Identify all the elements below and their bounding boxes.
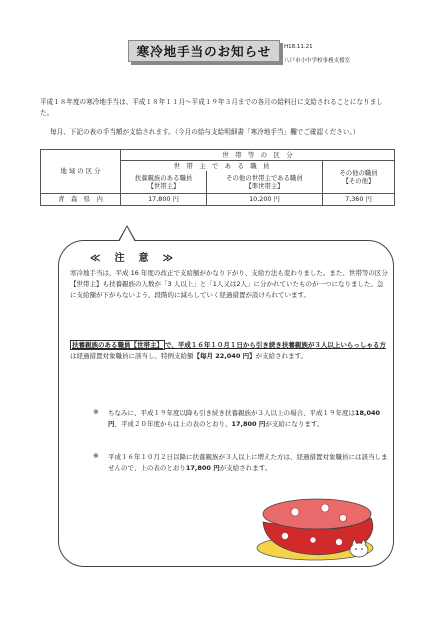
householder-group-header: 世 帯 主 で あ る 職 員 [121, 160, 323, 171]
flower-pattern [310, 537, 316, 543]
flower-pattern [282, 533, 289, 540]
page-title: 寒冷地手当のお知らせ [128, 40, 280, 62]
allowance-table [40, 149, 395, 206]
region-header: 地 域 の 区 分 [41, 150, 121, 194]
value-other: 7,360 円 [323, 193, 395, 205]
notice-paragraph-2: 扶養親族のある職員【世帯主】 で、平成１６年１０月１日から引き続き扶養親族が３人以上いらっしゃる方は経過措置対象職員に該当し、特例支給額【毎月 22,040 円】が支給されます。 [70, 341, 386, 360]
kotatsu-illustration [255, 482, 380, 562]
flower-pattern [340, 515, 347, 522]
kotatsu-top [263, 499, 371, 529]
flower-pattern [321, 504, 329, 512]
flower-pattern [336, 539, 343, 546]
notice-heading: ≪ 注 意 ≫ [90, 253, 175, 264]
category-header: 世 帯 等 の 区 分 [121, 150, 395, 161]
col-householder-header: 扶養親族のある職員 【世帯主】 [121, 171, 207, 193]
value-quasi-householder: 10,200 円 [207, 193, 323, 205]
table-note: 毎月、下記の表の手当額が支給されます。（今月の給与支給明細書「寒冷地手当」欄でご確認ください。） [50, 128, 360, 136]
value-householder: 17,800 円 [121, 193, 207, 205]
issuer-name: 八戸市小中学校事務支援室 [284, 58, 351, 64]
notice-paragraph-3: ちなみに、平成１９年度以降も引き続き扶養親族が３人以上の場合、平成１９年度は18,040 円、平成２０年度からは上の表のとおり、17,800 円が支給になります。 [108, 409, 381, 428]
note-mark-1: ※ [93, 408, 99, 416]
notice-paragraph-1: 寒冷地手当は、平成 16 年度の改正で支給額がかなり下がり、支給方法も変わりました。また、世帯等の区分【世帯主】も扶養親族の人数が「3 人以上」と「1人又は2人」に分かれていたものが一つになりました。急に支給額が下がらないよう、段階的に減らしていく経過措置が設けられています。 [70, 269, 388, 299]
row-label-aomori: 青 森 県 内 [41, 193, 121, 205]
notice-paragraph-4: 平成１６年１０月２日以降に扶養親族が３人以上に増えた方は、経過措置対象職員には該当しませんので、上の表のとおり17,800 円が支給されます。 [108, 453, 388, 472]
col-quasi-householder-header: その他の世帯主である職員 【準世帯主】 [207, 171, 323, 193]
col-other-header: その他の職員 【その他】 [323, 160, 395, 193]
note-mark-2: ※ [93, 452, 99, 460]
intro-paragraph: 平成１８年度の寒冷地手当は、平成１８年１１月～平成１９年３月までの各月の給料日に支給されることになりました。 [40, 98, 383, 117]
issue-date: H18.11.21 [284, 44, 313, 50]
flower-pattern [291, 508, 299, 516]
